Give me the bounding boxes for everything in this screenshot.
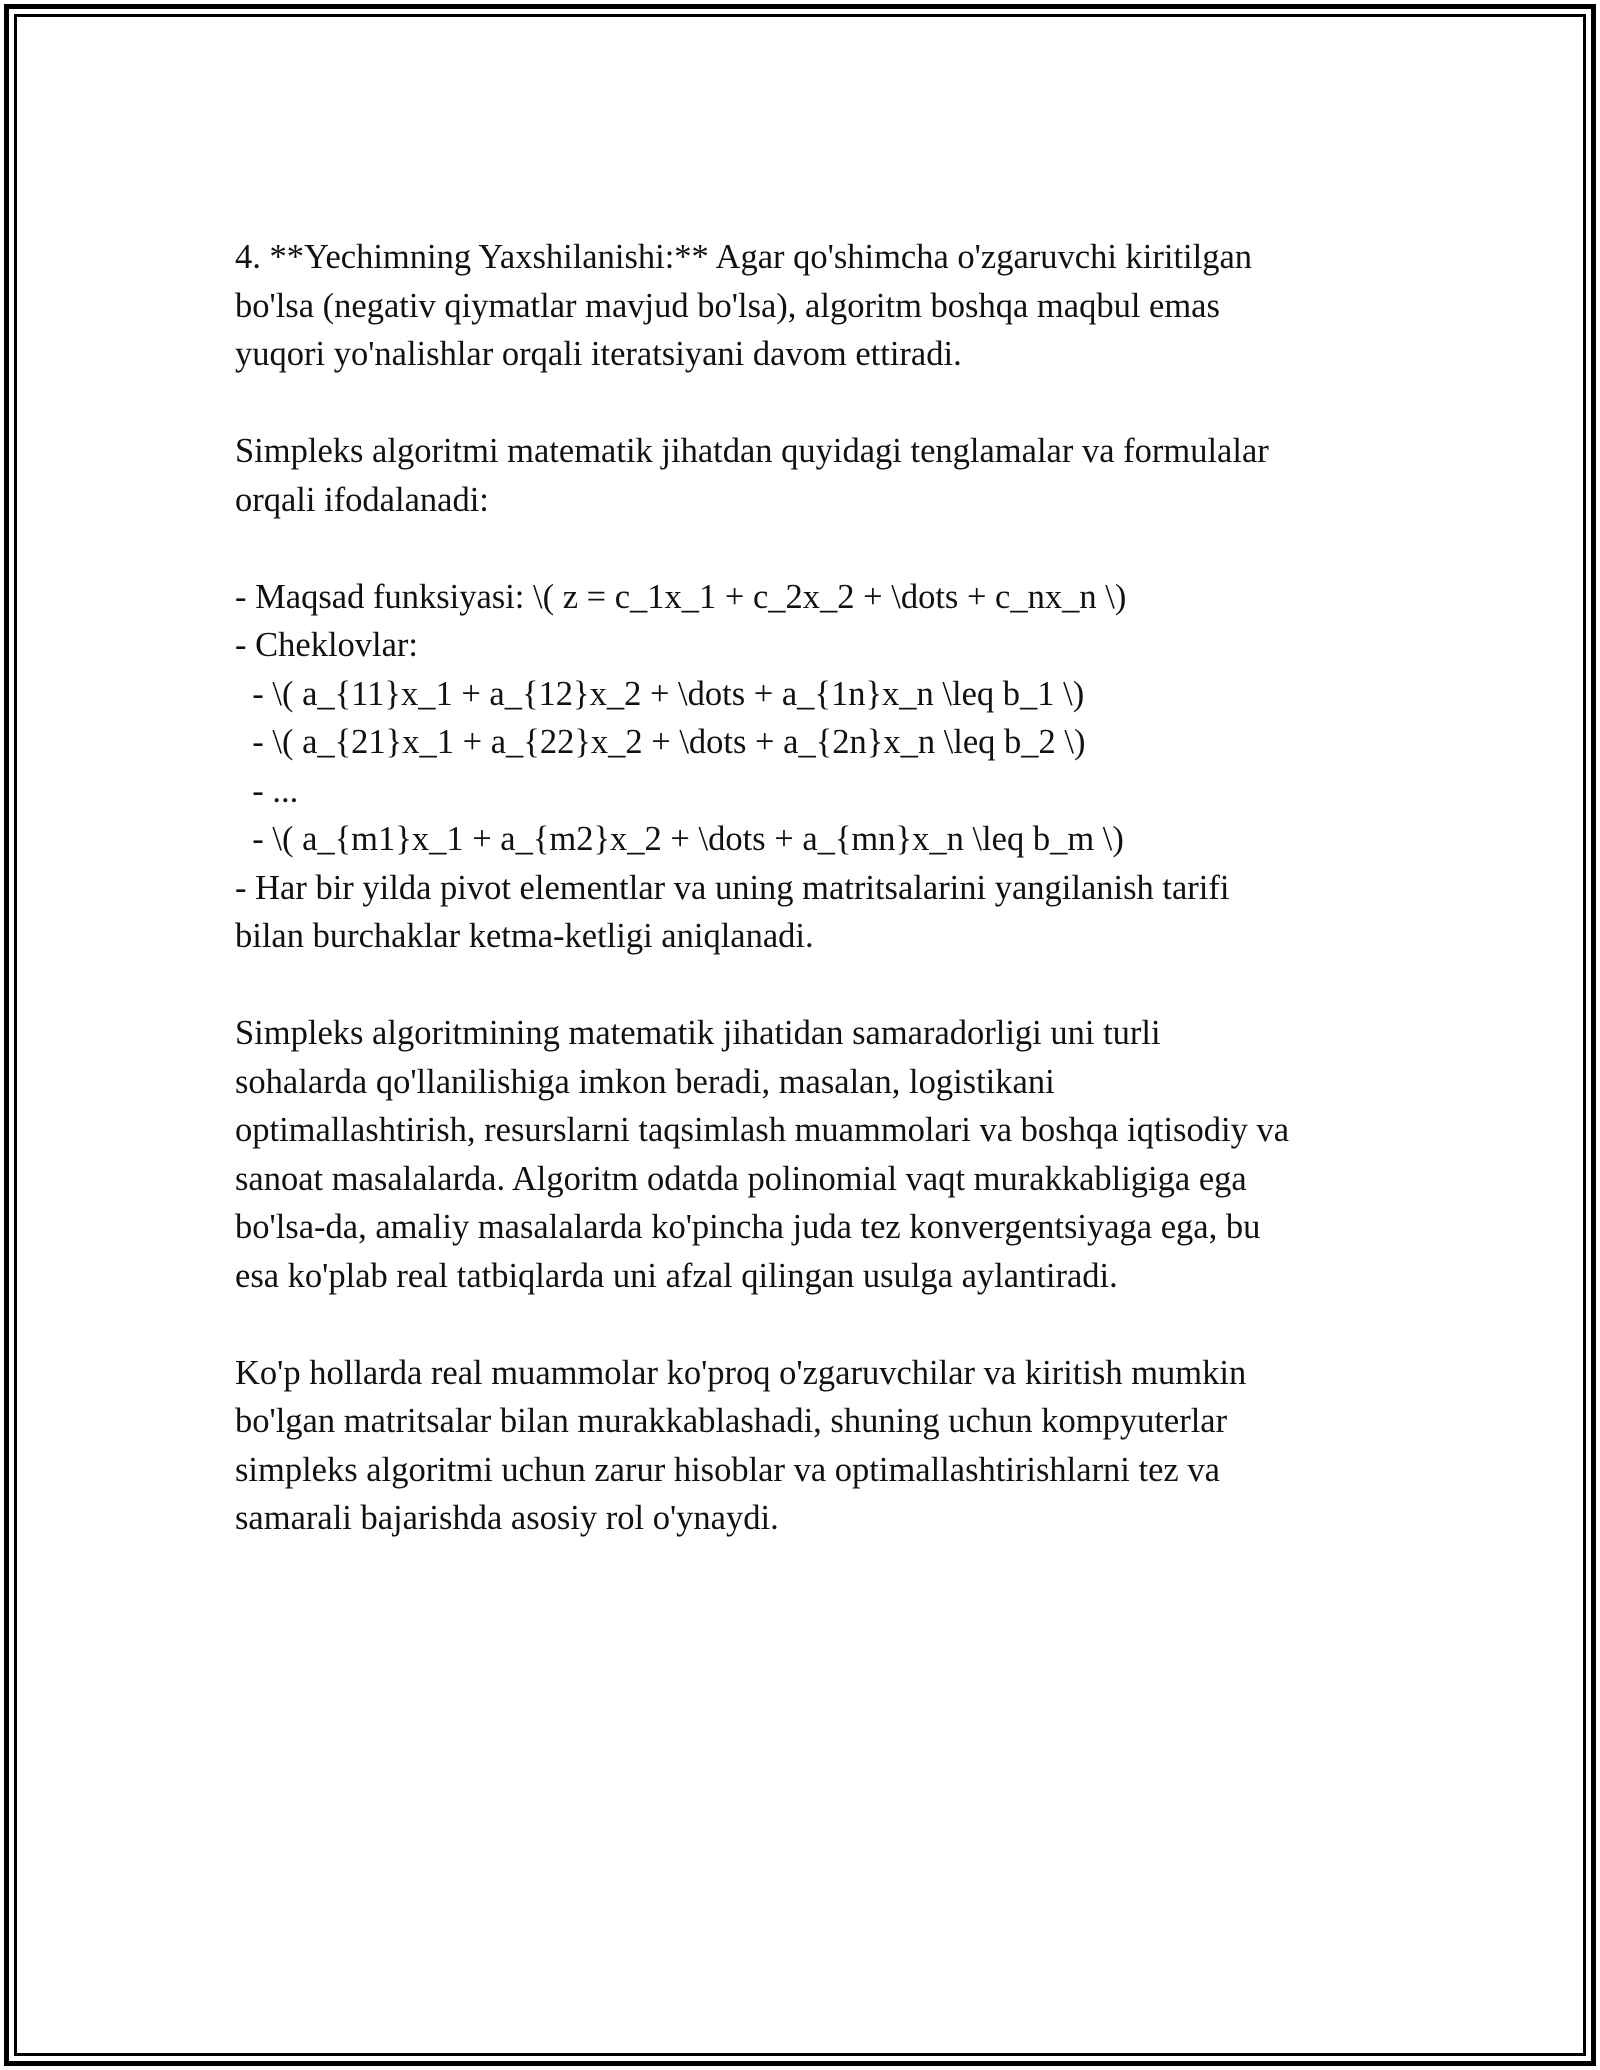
text-line: Ko'p hollarda real muammolar ko'proq o'zgaruvchilar va kiritish mumkin: [235, 1353, 1247, 1392]
pivot-note-item: - Har bir yilda pivot elementlar va uning matritsalarini yangilanish tarifi: [235, 868, 1230, 907]
constraint-item: - \( a_{m1}x_1 + a_{m2}x_2 + \dots + a_{mn}x_n \leq b_m \): [235, 820, 1124, 858]
constraint-item: - \( a_{21}x_1 + a_{22}x_2 + \dots + a_{2n}x_n \leq b_2 \): [235, 723, 1086, 761]
text-line: simpleks algoritmi uchun zarur hisoblar va optimallashtirishlarni tez va: [235, 1450, 1220, 1489]
text-line: yuqori yo'nalishlar orqali iteratsiyani davom ettiradi.: [235, 335, 962, 373]
text-line: 4. **Yechimning Yaxshilanishi:** Agar qo'shimcha o'zgaruvchi kiritilgan: [235, 238, 1253, 276]
text-line: samarali bajarishda asosiy rol o'ynaydi.: [235, 1499, 779, 1537]
constraint-item: - \( a_{11}x_1 + a_{12}x_2 + \dots + a_{1n}x_n \leq b_1 \): [235, 674, 1085, 713]
paragraph-gap: [235, 379, 1370, 428]
paragraph-computers: [235, 1349, 1370, 1543]
text-line: bo'lsa-da, amaliy masalalarda ko'pincha juda tez konvergentsiyaga ega, bu: [235, 1208, 1261, 1246]
text-line: sohalarda qo'llanilishiga imkon beradi, masalan, logistikani: [235, 1062, 1055, 1101]
objective-function-item: - Maqsad funksiyasi: \( z = c_1x_1 + c_2x_2 + \dots + c_nx_n \): [235, 577, 1127, 616]
paragraph-gap: [235, 524, 1370, 573]
paragraph-improvement: [235, 233, 1370, 379]
text-line: bo'lsa (negativ qiymatlar mavjud bo'lsa), algoritm boshqa maqbul emas: [235, 286, 1220, 325]
paragraph-efficiency: [235, 1009, 1370, 1300]
pivot-note-continuation: bilan burchaklar ketma-ketligi aniqlanadi.: [235, 917, 814, 955]
paragraph-gap: [235, 961, 1370, 1010]
document-body: [235, 233, 1370, 1543]
paragraph-intro-formulas: [235, 427, 1370, 524]
constraints-heading-item: - Cheklovlar:: [235, 626, 418, 664]
constraint-ellipsis-item: - ...: [235, 771, 299, 810]
formula-list: [235, 573, 1370, 961]
paragraph-gap: [235, 1300, 1370, 1349]
text-line: Simpleks algoritmining matematik jihatidan samaradorligi uni turli: [235, 1014, 1161, 1052]
text-line: esa ko'plab real tatbiqlarda uni afzal qilingan usulga aylantiradi.: [235, 1256, 1118, 1295]
text-line: optimallashtirish, resurslarni taqsimlash muammolari va boshqa iqtisodiy va: [235, 1111, 1290, 1149]
text-line: bo'lgan matritsalar bilan murakkablashadi, shuning uchun kompyuterlar: [235, 1402, 1228, 1440]
text-line: orqali ifodalanadi:: [235, 480, 489, 519]
text-line: sanoat masalalarda. Algoritm odatda polinomial vaqt murakkabligiga ega: [235, 1159, 1247, 1198]
text-line: Simpleks algoritmi matematik jihatdan quyidagi tenglamalar va formulalar: [235, 432, 1269, 470]
